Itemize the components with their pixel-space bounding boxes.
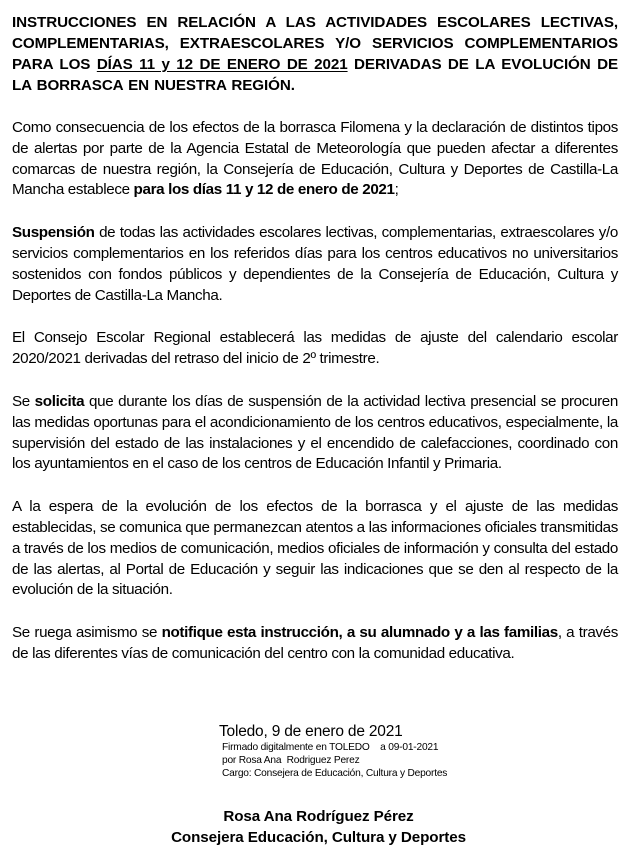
paragraph-text-start: Se	[12, 392, 35, 410]
digital-signature-line: Firmado digitalmente en TOLEDO a 09-01-2021	[222, 742, 439, 753]
paragraph-text-start: Se ruega asimismo se	[12, 624, 162, 642]
digital-signature-position: Cargo: Consejera de Educación, Cultura y Deportes	[222, 768, 448, 779]
paragraph-information	[12, 497, 618, 601]
paragraph-notification	[12, 623, 618, 665]
paragraph-text: El Consejo Escolar Regional establecerá las medidas de ajuste del calendario escolar 2020/2021 derivadas del retraso del inicio de 2º trimestre.	[12, 329, 618, 368]
paragraph-text: A la espera de la evolución de los efectos de la borrasca y el ajuste de las medidas establecidas, se comunica que permanezcan atentos a las informaciones oficiales transmitidas a través de los medios de comunicación, medios oficiales de información y consulta del estado de las alertas, al Portal de Educación y seguir las indicaciones que se den al respecto de la evolución de la situación.	[12, 498, 619, 599]
paragraph-calendar	[12, 328, 618, 370]
paragraph-bold-solicita: solicita	[34, 392, 85, 410]
paragraph-bold-suspension: Suspensión	[12, 224, 95, 242]
paragraph-text-end: ;	[394, 181, 399, 199]
digital-signature-signer: por Rosa Ana Rodriguez Perez	[222, 755, 360, 766]
title-text-start: INSTRUCCIONES EN RELACIÓN A LAS ACTIVIDADES ESCOLARES LECTIVAS, COMPLEMENTARIAS, EXTRAESCOLARES Y/O SERVICIOS COMPLEMENTARIOS PARA LOS	[12, 14, 618, 73]
signature-block	[219, 722, 519, 780]
title-text-end: DERIVADAS DE LA EVOLUCIÓN DE LA BORRASCA EN NUESTRA REGIÓN.	[12, 56, 619, 94]
paragraph-bold-dates: para los días 11 y 12 de enero de 2021	[133, 181, 395, 199]
title-dates-underlined: DÍAS 11 y 12 DE ENERO DE 2021	[96, 56, 348, 73]
signer-name: Rosa Ana Rodríguez Pérez	[223, 808, 414, 825]
document-body	[12, 12, 618, 665]
paragraph-text: , a través de las diferentes vías de comunicación del centro con la comunidad educativa.	[12, 624, 618, 662]
signer-role: Consejera Educación, Cultura y Deportes	[171, 829, 466, 846]
paragraph-request	[12, 392, 618, 475]
paragraph-text: Como consecuencia de los efectos de la borrasca Filomena y la declaración de distintos tipos de alertas por parte de la Agencia Estatal de Meteorología que pueden afectar a diferentes comarcas de nuestra región, la Consejería de Educación, Cultura y Deportes de Castilla-La Mancha establece	[12, 119, 618, 199]
paragraph-text: que durante los días de suspensión de la actividad lectiva presencial se procuren las medidas oportunas para el acondicionamiento de los centros educativos, especialmente, la supervisión del estado de las instalaciones y el encendido de calefacciones, coordinado con los ayuntamientos en el caso de los centros de Educación Infantil y Primaria.	[12, 392, 618, 473]
paragraph-suspension	[12, 223, 618, 306]
signature-place-date: Toledo, 9 de enero de 2021	[219, 723, 403, 740]
document-title	[12, 12, 618, 96]
paragraph-text: de todas las actividades escolares lectivas, complementarias, extraescolares y/o servicios complementarios en los referidos días para los centros educativos no universitarios sostenidos con fondos públicos y dependientes de la Consejería de Educación, Cultura y Deportes de Castilla-La Mancha.	[12, 224, 618, 304]
paragraph-bold-notifique: notifique esta instrucción, a su alumnado y a las familias	[161, 624, 558, 642]
paragraph-context	[12, 118, 618, 201]
